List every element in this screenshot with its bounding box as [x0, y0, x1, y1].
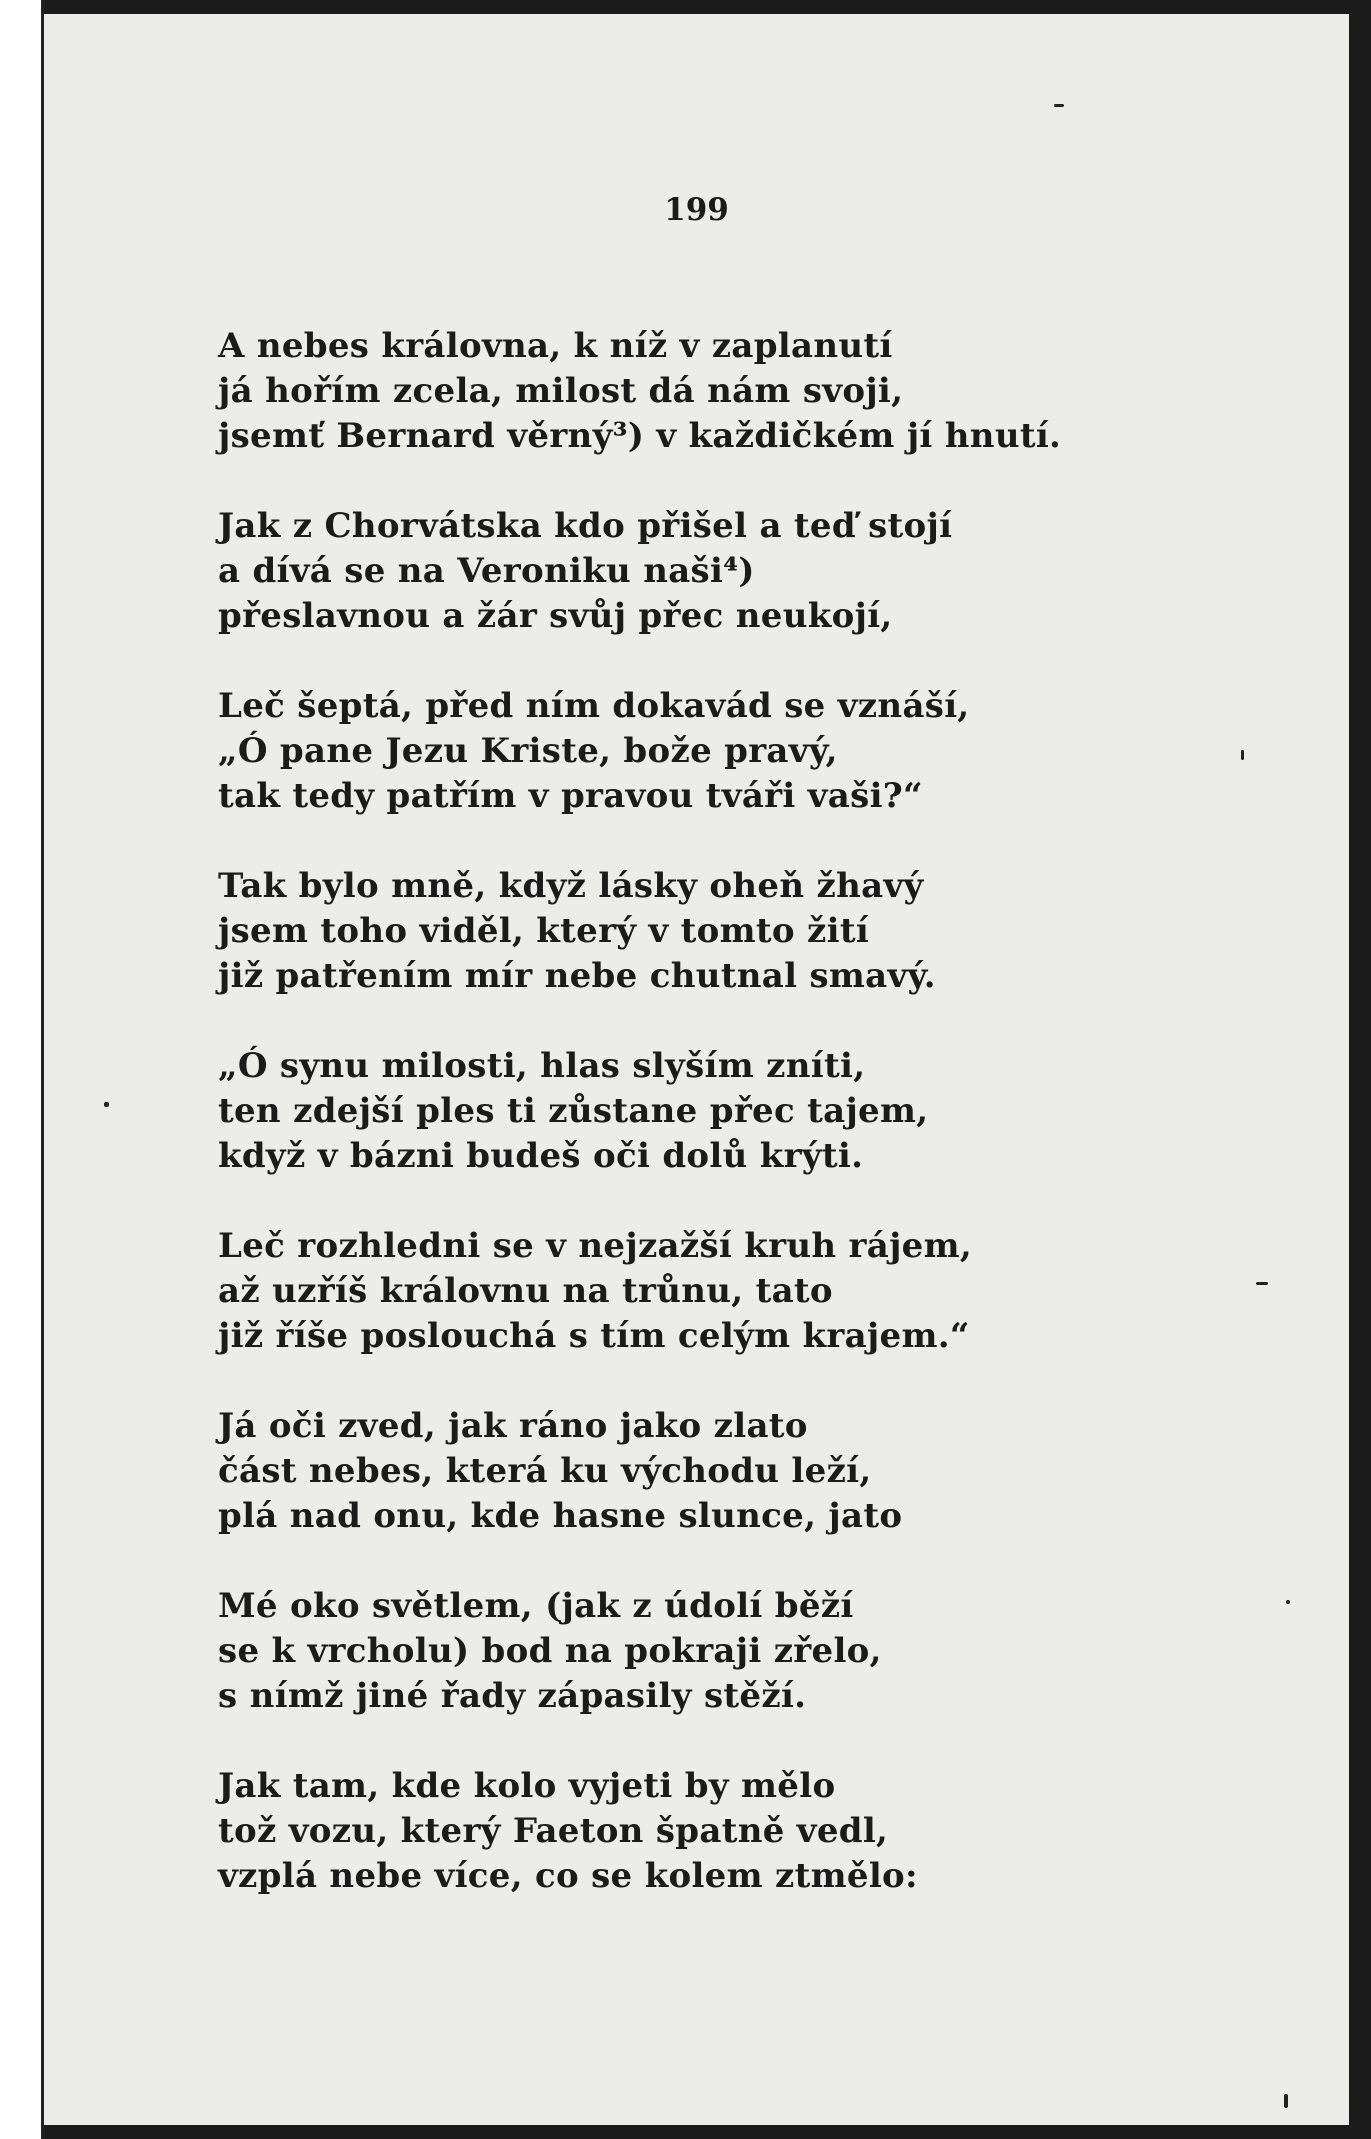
- poem-line: Tak bylo mně, když lásky oheň žhavý: [218, 866, 924, 906]
- poem-line: přeslavnou a žár svůj přec neukojí,: [218, 596, 893, 636]
- stanza: [218, 504, 1218, 639]
- poem-line: tak tedy patřím v pravou tváři vaši?“: [218, 776, 923, 816]
- poem-line: jsem toho viděl, který v tomto žití: [218, 911, 870, 951]
- binding-edge: [0, 0, 44, 2139]
- poem-text: [218, 324, 1218, 1944]
- poem-line: již patřením mír nebe chutnal smavý.: [218, 956, 936, 996]
- poem-line: když v bázni budeš oči dolů krýti.: [218, 1136, 864, 1176]
- poem-line: Mé oko světlem, (jak z údolí běží: [218, 1586, 854, 1626]
- poem-line: s nímž jiné řady zápasily stěží.: [218, 1676, 807, 1716]
- poem-line: já hořím zcela, milost dá nám svoji,: [218, 371, 904, 411]
- book-page: [44, 14, 1349, 2125]
- poem-line: až uzříš královnu na trůnu, tato: [218, 1271, 833, 1311]
- poem-line: Jak tam, kde kolo vyjeti by mělo: [218, 1766, 836, 1806]
- scan-speck: [1241, 750, 1244, 760]
- stanza: [218, 1764, 1218, 1899]
- stanza: [218, 1224, 1218, 1359]
- page-number: 199: [664, 192, 729, 228]
- poem-line: se k vrcholu) bod na pokraji zřelo,: [218, 1631, 882, 1671]
- poem-line: Já oči zved, jak ráno jako zlato: [218, 1406, 808, 1446]
- scan-speck: [104, 1102, 109, 1107]
- stanza: [218, 324, 1218, 459]
- stanza: [218, 1404, 1218, 1539]
- poem-line: již říše poslouchá s tím celým krajem.“: [218, 1316, 970, 1356]
- scan-speck: [1286, 1600, 1290, 1604]
- poem-line: vzplá nebe více, co se kolem ztmělo:: [218, 1856, 918, 1896]
- scan-speck: [1284, 2094, 1288, 2108]
- poem-line: A nebes královna, k níž v zaplanutí: [218, 326, 893, 366]
- scan-speck: [1256, 1282, 1268, 1285]
- poem-line: část nebes, která ku východu leží,: [218, 1451, 872, 1491]
- poem-line: plá nad onu, kde hasne slunce, jato: [218, 1496, 903, 1536]
- stanza: [218, 1584, 1218, 1719]
- stanza: [218, 684, 1218, 819]
- poem-line: tož vozu, který Faeton špatně vedl,: [218, 1811, 889, 1851]
- stanza: [218, 864, 1218, 999]
- poem-line: a dívá se na Veroniku naši⁴): [218, 551, 755, 591]
- poem-line: Leč šeptá, před ním dokavád se vznáší,: [218, 686, 970, 726]
- poem-line: „Ó pane Jezu Kriste, bože pravý,: [218, 731, 838, 771]
- poem-line: „Ó synu milosti, hlas slyším zníti,: [218, 1046, 866, 1086]
- poem-line: ten zdejší ples ti zůstane přec tajem,: [218, 1091, 929, 1131]
- poem-line: Jak z Chorvátska kdo přišel a teď stojí: [218, 506, 953, 546]
- poem-line: Leč rozhledni se v nejzažší kruh rájem,: [218, 1226, 973, 1266]
- scan-speck: [1054, 104, 1064, 107]
- stanza: [218, 1044, 1218, 1179]
- poem-line: jsemť Bernard věrný³) v každičkém jí hnutí.: [218, 416, 1062, 456]
